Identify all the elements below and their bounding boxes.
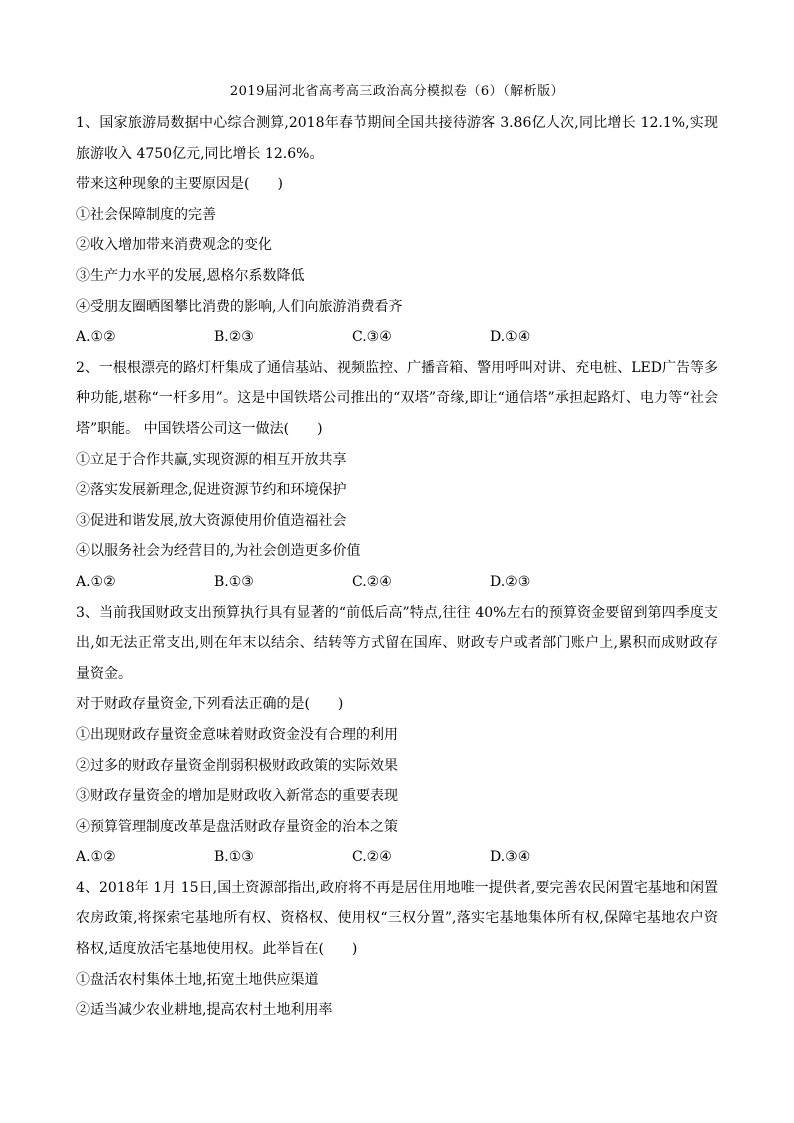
statement: ④受朋友圈晒图攀比消费的影响,人们向旅游消费看齐 xyxy=(76,298,403,315)
option-c: C.②④ xyxy=(352,849,392,866)
option-d: D.③④ xyxy=(490,849,531,866)
statement: ②过多的财政存量资金削弱积极财政政策的实际效果 xyxy=(76,757,398,774)
question-stem: 1、国家旅游局数据中心综合测算,2018年春节期间全国共接待游客 3.86亿人次,同比增长 12.1%,实现旅游收入 4750亿元,同比增长 12.6%。 xyxy=(76,115,718,162)
option-c: C.②④ xyxy=(352,573,392,590)
statement: ①出现财政存量资金意味着财政资金没有合理的利用 xyxy=(76,726,398,743)
statement: ①盘活农村集体土地,拓宽土地供应渠道 xyxy=(76,971,319,988)
option-d: D.②③ xyxy=(490,573,531,590)
question-3 xyxy=(76,598,718,873)
statement: ①社会保障制度的完善 xyxy=(76,206,216,223)
option-b: B.①③ xyxy=(214,573,254,590)
statement: ④以服务社会为经营目的,为社会创造更多价值 xyxy=(76,543,361,560)
option-a: A.①② xyxy=(76,573,116,590)
option-a: A.①② xyxy=(76,849,116,866)
question-4 xyxy=(76,873,718,1026)
statement: ①立足于合作共赢,实现资源的相互开放共享 xyxy=(76,451,347,468)
answer-options xyxy=(76,567,718,598)
question-stem: 2、一根根漂亮的路灯杆集成了通信基站、视频监控、广播音箱、警用呼叫对讲、充电桩、LED广告等多种功能,堪称“一杆多用”。这是中国铁塔公司推出的“双塔”奇缘,即让“通信塔”承担起路灯、电力等“社会塔”职能。 中国铁塔公司这一做法( ) xyxy=(76,359,718,437)
option-c: C.③④ xyxy=(352,329,392,346)
statement: ④预算管理制度改革是盘活财政存量资金的治本之策 xyxy=(76,818,398,835)
statement: ②落实发展新理念,促进资源节约和环境保护 xyxy=(76,482,347,499)
question-stem: 4、2018年 1月 15日,国土资源部指出,政府将不再是居住用地唯一提供者,要完善农民闲置宅基地和闲置农房政策,将探索宅基地所有权、资格权、使用权“三权分置”,落实宅基地集体所有权,保障宅基地农户资格权,适度放活宅基地使用权。此举旨在( ) xyxy=(76,879,718,958)
option-d: D.①④ xyxy=(490,329,531,346)
answer-options xyxy=(76,322,718,353)
option-b: B.②③ xyxy=(214,329,254,346)
document-body xyxy=(76,108,718,1026)
statement: ②收入增加带来消费观念的变化 xyxy=(76,237,272,254)
question-prompt: 带来这种现象的主要原因是( ) xyxy=(76,176,283,193)
question-prompt: 对于财政存量资金,下列看法正确的是( ) xyxy=(76,696,344,713)
question-1 xyxy=(76,108,718,353)
option-a: A.①② xyxy=(76,329,116,346)
statement: ③生产力水平的发展,恩格尔系数降低 xyxy=(76,267,305,284)
statement: ③促进和谐发展,放大资源使用价值造福社会 xyxy=(76,512,347,529)
document-title: 2019届河北省高考高三政治高分模拟卷（6）（解析版） xyxy=(229,84,565,99)
statement: ③财政存量资金的增加是财政收入新常态的重要表现 xyxy=(76,788,398,805)
option-b: B.①③ xyxy=(214,849,254,866)
question-2 xyxy=(76,353,718,598)
answer-options xyxy=(76,842,718,873)
statement: ②适当减少农业耕地,提高农村土地利用率 xyxy=(76,1002,333,1019)
question-stem: 3、当前我国财政支出预算执行具有显著的“前低后高”特点,往往 40%左右的预算资金要留到第四季度支出,如无法正常支出,则在年末以结余、结转等方式留在国库、财政专户或者部门账户上,累积而成财政存量资金。 xyxy=(76,604,718,682)
